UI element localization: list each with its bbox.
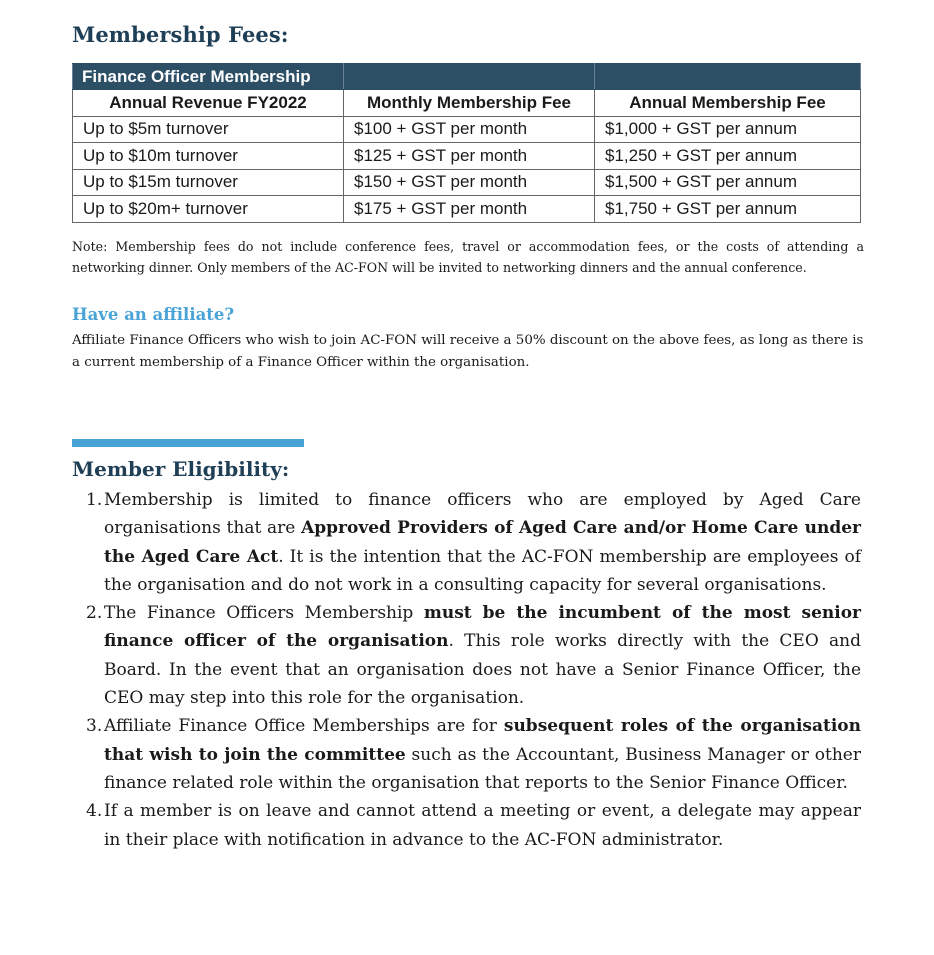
monthly-fee-cell: $175 + GST per month [344,196,595,223]
annual-fee-cell: $1,000 + GST per annum [595,116,861,143]
item-bold-text: subsequent roles of the organisation that wish to join the committee [104,716,862,765]
annual-fee-cell: $1,500 + GST per annum [595,169,861,196]
section-divider-bar [72,439,304,447]
eligibility-item [72,599,861,712]
eligibility-list [72,486,861,854]
affiliate-text: Affiliate Finance Officers who wish to join AC-FON will receive a 50% discount on the above fees, as long as there is a current membership of a Finance Officer within the organisation. [72,333,864,370]
item-number: 1. [86,490,103,510]
item-bold-text: Approved Providers of Aged Care and/or Home Care under the Aged Care Act [104,518,862,567]
monthly-fee-cell: $100 + GST per month [344,116,595,143]
table-band-row [73,64,861,90]
revenue-cell: Up to $5m turnover [73,116,344,143]
membership-fees-table [72,63,861,223]
band-label: Finance Officer Membership [73,64,344,90]
affiliate-heading: Have an affiliate? [72,305,235,324]
revenue-cell: Up to $15m turnover [73,169,344,196]
item-number: 3. [86,716,103,737]
item-bold-text: must be the incumbent of the most senior finance officer of the organisation [104,603,862,652]
header-annual-revenue: Annual Revenue FY2022 [73,90,344,117]
table-header-row [73,90,861,117]
annual-fee-cell: $1,250 + GST per annum [595,143,861,170]
item-text: . It is the intention that the AC-FON membership are employees of the organisation and do not work in a consulting capacity for several organisations. [104,546,861,595]
membership-fees-heading: Membership Fees: [72,22,289,47]
item-text: The Finance Officers Membership [104,603,424,624]
item-text: Affiliate Finance Office Memberships are for [104,716,504,737]
monthly-fee-cell: $150 + GST per month [344,169,595,196]
eligibility-item [72,712,861,797]
revenue-cell: Up to $20m+ turnover [73,196,344,223]
table-row [73,169,861,196]
item-text: . This role works directly with the CEO and Board. In the event that an organisation does not have a Senior Finance Officer, the CEO may step into this role for the organisation. [104,631,861,709]
header-annual-fee: Annual Membership Fee [595,90,861,117]
item-number: 2. [86,603,103,624]
table-row [73,116,861,143]
item-text: If a member is on leave and cannot attend a meeting or event, a delegate may appear in their place with notification in advance to the AC-FON administrator. [104,801,861,850]
table-row [73,143,861,170]
item-text: such as the Accountant, Business Manager or other finance related role within the organisation that reports to the Senior Finance Officer. [104,744,861,793]
band-empty-cell [344,64,595,90]
table-row [73,196,861,223]
header-monthly-fee: Monthly Membership Fee [344,90,595,117]
item-text: Membership is limited to finance officers who are employed by Aged Care organisations that are [104,490,861,539]
eligibility-item [72,486,861,599]
monthly-fee-cell: $125 + GST per month [344,143,595,170]
band-empty-cell [595,64,861,90]
annual-fee-cell: $1,750 + GST per annum [595,196,861,223]
member-eligibility-heading: Member Eligibility: [72,457,290,481]
item-number: 4. [86,801,103,822]
eligibility-item [72,797,861,854]
fees-note: Note: Membership fees do not include conference fees, travel or accommodation fees, or the costs of attending a networking dinner. Only members of the AC-FON will be invited to networking dinners and the annual conference. [72,239,864,275]
revenue-cell: Up to $10m turnover [73,143,344,170]
